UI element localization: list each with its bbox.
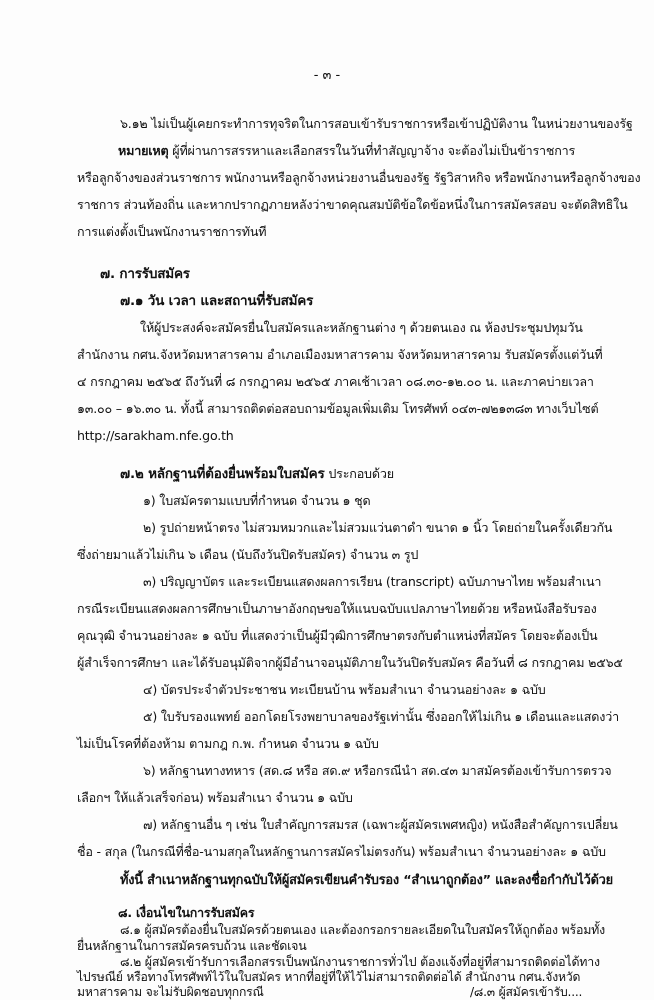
section-7-1-line-2: สำนักงาน กศน.จังหวัดมหาสารคาม อำเภอเมืองมหาสารคาม จังหวัดมหาสารคาม รับสมัครตั้งแต่วันที่ (77, 347, 603, 362)
section-8-1-line-2: ยื่นหลักฐานในการสมัครครบถ้วน และชัดเจน (77, 938, 307, 953)
section-8-heading: ๘. เงื่อนไขในการรับสมัคร (118, 905, 255, 920)
section-7-heading: ๗. การรับสมัคร (100, 266, 190, 282)
item-6-line-1: ๖) หลักฐานทางทหาร (สด.๘ หรือ สด.๙ หรือกรณีนำ สด.๔๓ มาสมัครต้องเข้ารับการตรวจ (143, 763, 612, 778)
certification-notice: ทั้งนี้ สำเนาหลักฐานทุกฉบับให้ผู้สมัครเขียนคำรับรอง “สำเนาถูกต้อง” และลงชื่อกำกับไว้ด้วย (120, 873, 613, 888)
continuation-marker: /๘.๓ ผู้สมัครเข้ารับ.... (470, 985, 583, 999)
item-2-line-2: ซึ่งถ่ายมาแล้วไม่เกิน ๖ เดือน (นับถึงวันปิดรับสมัคร) จำนวน ๓ รูป (77, 547, 419, 562)
section-7-1-line-3: ๔ กรกฎาคม ๒๕๖๕ ถึงวันที่ ๘ กรกฎาคม ๒๕๖๕ ภาคเช้าเวลา ๐๘.๓๐-๑๒.๐๐ น. และภาคบ่ายเวลา (77, 374, 594, 389)
clause-6-12-line-4: ราชการ ส่วนท้องถิ่น และหากปรากฏภายหลังว่าขาดคุณสมบัติข้อใดข้อหนึ่งในการสมัครสอบ จะตัดสิทธิใน (77, 197, 628, 212)
section-8-2-line-1: ๘.๒ ผู้สมัครเข้ารับการเลือกสรรเป็นพนักงานราชการทั่วไป ต้องแจ้งที่อยู่ที่สามารถติดต่อได้ทาง (120, 954, 600, 969)
page-number: - ๓ - (313, 68, 341, 83)
section-7-1-line-1: ให้ผู้ประสงค์จะสมัครยื่นใบสมัครและหลักฐานต่าง ๆ ด้วยตนเอง ณ ห้องประชุมปทุมวัน (140, 320, 583, 335)
section-7-1-line-4: ๑๓.๐๐ – ๑๖.๓๐ น. ทั้งนี้ สามารถติดต่อสอบถามข้อมูลเพิ่มเติม โทรศัพท์ ๐๔๓-๗๒๑๓๘๓ ทางเว็บไซต์ (77, 401, 599, 416)
section-7-2-heading-suffix: ประกอบด้วย (328, 466, 394, 481)
section-8-2-line-3: มหาสารคาม จะไม่รับผิดชอบทุกกรณี (77, 985, 264, 999)
item-7-line-2: ชื่อ - สกุล (ในกรณีที่ชื่อ-นามสกุลในหลักฐานการสมัครไม่ตรงกัน) พร้อมสำเนา จำนวนอย่างละ ๑ ฉบับ (77, 844, 606, 859)
item-1: ๑) ใบสมัครตามแบบที่กำหนด จำนวน ๑ ชุด (143, 493, 371, 508)
item-3-line-3: คุณวุฒิ จำนวนอย่างละ ๑ ฉบับ ที่แสดงว่าเป็นผู้มีวุฒิการศึกษาตรงกับตำแหน่งที่สมัคร โดยจะต้องเป็น (77, 628, 598, 643)
section-7-1-heading: ๗.๑ วัน เวลา และสถานที่รับสมัคร (120, 293, 314, 309)
item-3-line-4: ผู้สำเร็จการศึกษา และได้รับอนุมัติจากผู้มีอำนาจอนุมัติภายในวันปิดรับสมัคร คือวันที่ ๘ กรกฎาคม ๒๕๖๕ (77, 655, 623, 670)
item-3-line-1: ๓) ปริญญาบัตร และระเบียนแสดงผลการเรียน (transcript) ฉบับภาษาไทย พร้อมสำเนา (143, 574, 602, 589)
website-link[interactable]: http://sarakham.nfe.go.th (77, 428, 234, 443)
note-label: หมายเหตุ (118, 143, 169, 158)
clause-6-12-line-3: หรือลูกจ้างของส่วนราชการ พนักงานหรือลูกจ้างหน่วยงานอื่นของรัฐ รัฐวิสาหกิจ หรือพนักงานหรือลูกจ้างของ (77, 170, 641, 185)
clause-6-12-line-5: การแต่งตั้งเป็นพนักงานราชการทันที (77, 224, 267, 239)
section-8-1-line-1: ๘.๑ ผู้สมัครต้องยื่นใบสมัครด้วยตนเอง และต้องกรอกรายละเอียดในใบสมัครให้ถูกต้อง พร้อมทั้ง (120, 922, 605, 937)
note-line (118, 143, 575, 159)
note-text: ผู้ที่ผ่านการสรรหาและเลือกสรรในวันที่ทำสัญญาจ้าง จะต้องไม่เป็นข้าราชการ (172, 143, 576, 158)
item-5-line-1: ๕) ใบรับรองแพทย์ ออกโดยโรงพยาบาลของรัฐเท่านั้น ซึ่งออกให้ไม่เกิน ๑ เดือนและแสดงว่า (143, 709, 619, 724)
item-7-line-1: ๗) หลักฐานอื่น ๆ เช่น ใบสำคัญการสมรส (เฉพาะผู้สมัครเพศหญิง) หนังสือสำคัญการเปลี่ยน (143, 817, 618, 832)
item-6-line-2: เลือกฯ ให้แล้วเสร็จก่อน) พร้อมสำเนา จำนวน ๑ ฉบับ (77, 790, 353, 805)
clause-6-12-line-1: ๖.๑๒ ไม่เป็นผู้เคยกระทำการทุจริตในการสอบเข้ารับราชการหรือเข้าปฏิบัติงาน ในหน่วยงานของรัฐ (120, 116, 633, 131)
item-4: ๔) บัตรประจำตัวประชาชน ทะเบียนบ้าน พร้อมสำเนา จำนวนอย่างละ ๑ ฉบับ (143, 682, 546, 697)
item-3-line-2: กรณีระเบียนแสดงผลการศึกษาเป็นภาษาอังกฤษขอให้แนบฉบับแปลภาษาไทยด้วย หรือหนังสือรับรอง (77, 601, 597, 616)
section-8-2-line-2: ไปรษณีย์ หรือทางโทรศัพท์ไว้ในใบสมัคร หากที่อยู่ที่ให้ไว้ไม่สามารถติดต่อได้ สำนักงาน กศน.จังหวัด (77, 970, 581, 984)
item-2-line-1: ๒) รูปถ่ายหน้าตรง ไม่สวมหมวกและไม่สวมแว่นตาดำ ขนาด ๑ นิ้ว โดยถ่ายในครั้งเดียวกัน (143, 520, 613, 535)
item-5-line-2: ไม่เป็นโรคที่ต้องห้าม ตามกฎ ก.พ. กำหนด จำนวน ๑ ฉบับ (77, 736, 379, 751)
section-7-2-heading-line (120, 466, 394, 482)
section-7-2-heading: ๗.๒ หลักฐานที่ต้องยื่นพร้อมใบสมัคร (120, 466, 325, 482)
